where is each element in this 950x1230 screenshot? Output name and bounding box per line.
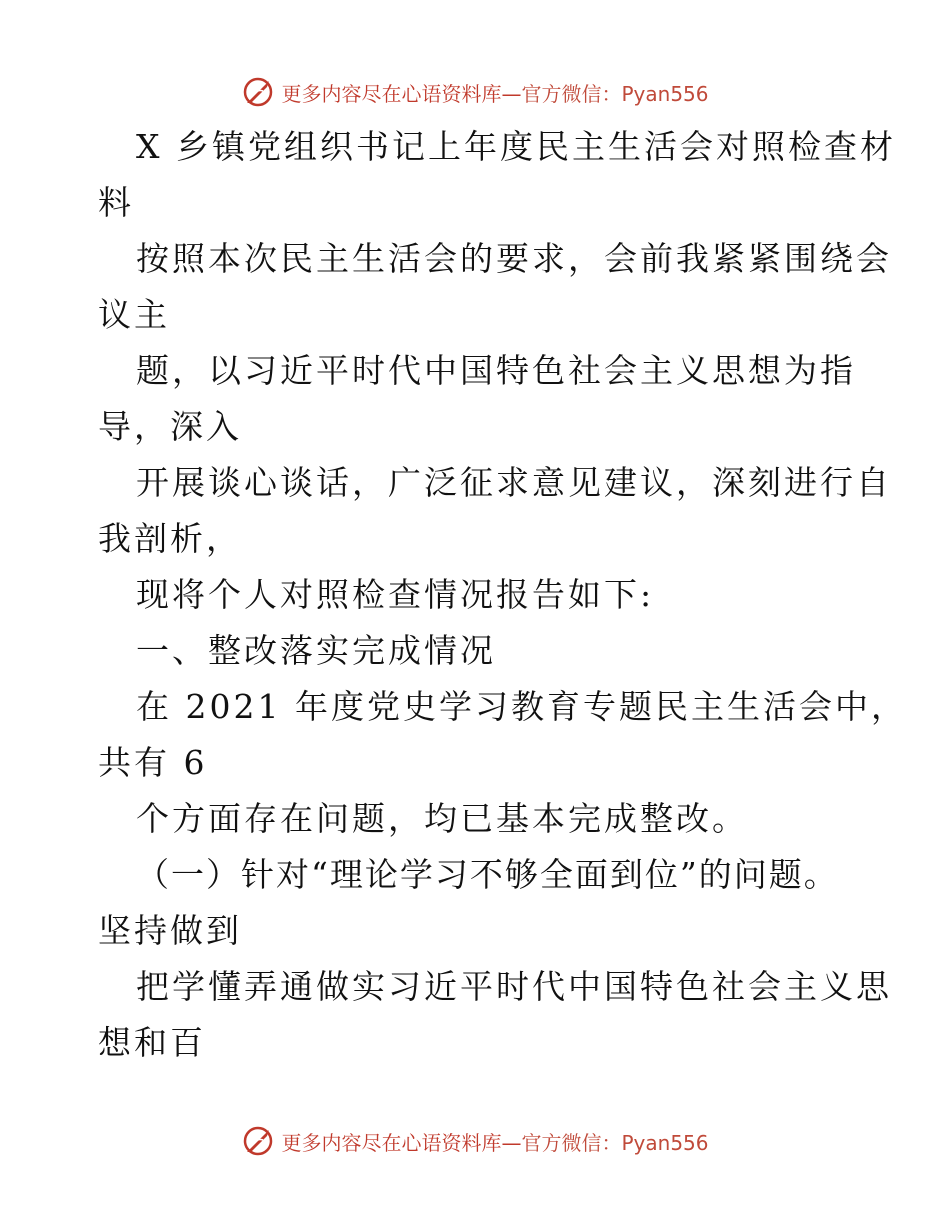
paragraph-line: 题，以习近平时代中国特色社会主义思想为指 — [136, 351, 856, 390]
quill-logo-icon — [241, 75, 275, 109]
paragraph-line: 想和百 — [98, 1023, 206, 1062]
header-banner-text — [281, 78, 708, 107]
paragraph-line: 个方面存在问题，均已基本完成整改。 — [136, 799, 748, 838]
footer-banner-text — [281, 1127, 708, 1156]
quill-logo-icon — [241, 1124, 275, 1158]
paragraph-line: 坚持做到 — [98, 911, 242, 950]
footer-wechat-id: Pyan556 — [621, 1130, 709, 1155]
footer-brand: 更多内容尽在心语资料库 — [281, 1130, 502, 1155]
header-wechat-id: Pyan556 — [621, 81, 709, 106]
paragraph-line: 我剖析， — [98, 519, 242, 558]
section-heading: 一、整改落实完成情况 — [136, 631, 496, 670]
paragraph-line: 议主 — [98, 295, 170, 334]
paragraph-line: 现将个人对照检查情况报告如下: — [136, 575, 655, 614]
paragraph-line: 按照本次民主生活会的要求，会前我紧紧围绕会 — [136, 239, 892, 278]
paragraph-line: 在 2021 年度党史学习教育专题民主生活会中， — [136, 687, 907, 726]
header-banner — [0, 72, 950, 112]
header-separator: — — [501, 81, 522, 106]
paragraph-line: 共有 6 — [98, 743, 208, 782]
document-body — [98, 119, 907, 1071]
footer-banner — [0, 1121, 950, 1161]
header-wechat-label: 官方微信： — [521, 81, 622, 106]
header-brand: 更多内容尽在心语资料库 — [281, 81, 502, 106]
footer-wechat-label: 官方微信： — [521, 1130, 622, 1155]
footer-separator: — — [501, 1130, 522, 1155]
document-title-line-1: X 乡镇党组织书记上年度民主生活会对照检查材 — [136, 127, 896, 166]
paragraph-line: 开展谈心谈话，广泛征求意见建议，深刻进行自 — [136, 463, 892, 502]
paragraph-line: 导，深入 — [98, 407, 242, 446]
document-title-line-2: 料 — [98, 183, 134, 222]
paragraph-line: 把学懂弄通做实习近平时代中国特色社会主义思 — [136, 967, 892, 1006]
subsection-heading: （一）针对“理论学习不够全面到位”的问题。 — [136, 855, 839, 894]
